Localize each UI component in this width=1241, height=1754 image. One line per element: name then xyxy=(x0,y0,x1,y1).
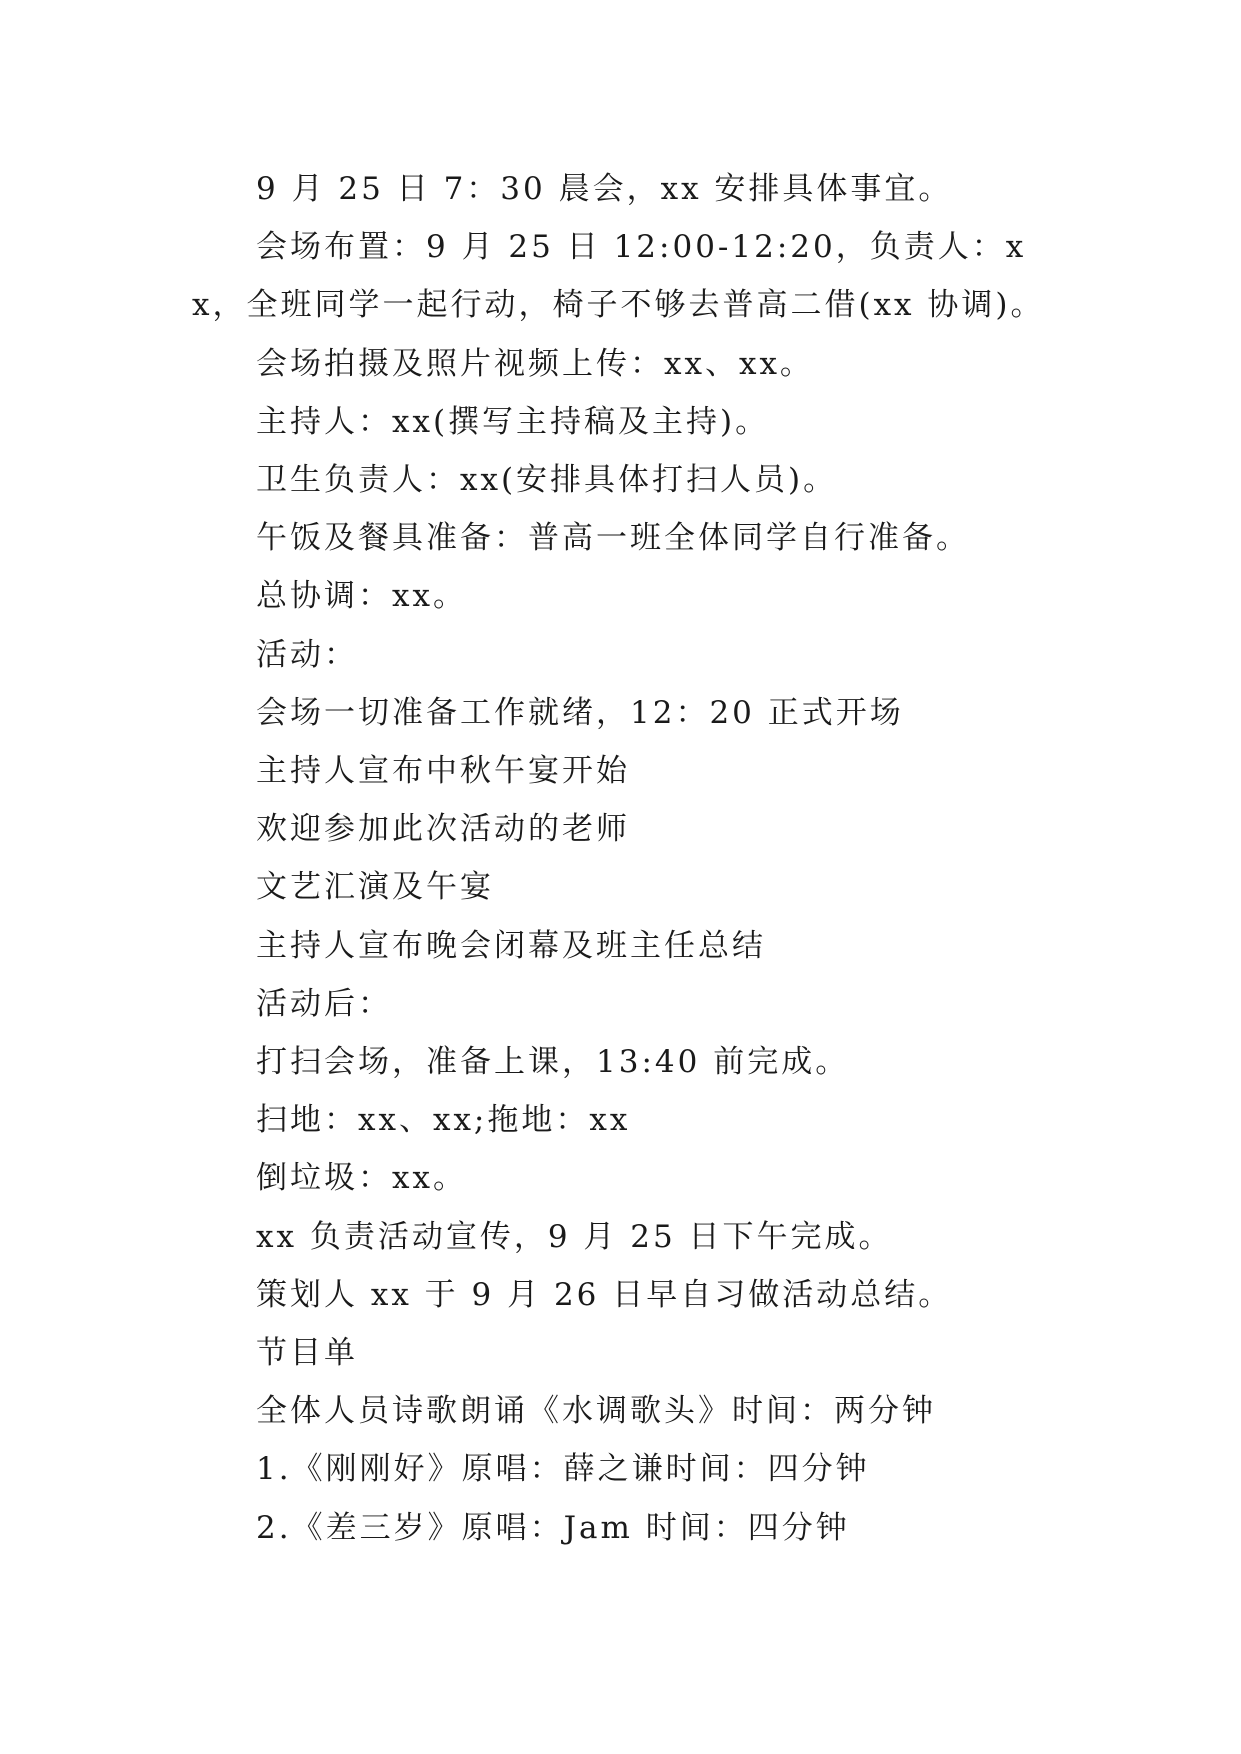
paragraph-summary: 策划人 xx 于 9 月 26 日早自习做活动总结。 xyxy=(256,1276,953,1313)
section-heading-activity: 活动： xyxy=(256,636,358,673)
paragraph-performance: 文艺汇演及午宴 xyxy=(256,869,494,906)
paragraph-photography: 会场拍摄及照片视频上传：xx、xx。 xyxy=(256,345,814,382)
paragraph-host: 主持人：xx(撰写主持稿及主持)。 xyxy=(256,403,770,440)
program-item-poem: 全体人员诗歌朗诵《水调歌头》时间：两分钟 xyxy=(256,1393,936,1430)
paragraph-announce-start: 主持人宣布中秋午宴开始 xyxy=(256,753,630,790)
paragraph-coordinator: 总协调：xx。 xyxy=(256,578,467,615)
program-item-1: 1.《刚刚好》原唱：薛之谦时间：四分钟 xyxy=(256,1451,870,1488)
paragraph-closing: 主持人宣布晚会闭幕及班主任总结 xyxy=(256,927,766,964)
paragraph-hygiene: 卫生负责人：xx(安排具体打扫人员)。 xyxy=(256,462,838,499)
program-item-2: 2.《差三岁》原唱：Jam 时间：四分钟 xyxy=(256,1509,850,1546)
paragraph-morning-meeting: 9 月 25 日 7：30 晨会，xx 安排具体事宜。 xyxy=(256,171,953,207)
paragraph-trash: 倒垃圾：xx。 xyxy=(256,1160,467,1197)
paragraph-opening: 会场一切准备工作就绪，12：20 正式开场 xyxy=(256,694,904,731)
paragraph-venue-setup: 会场布置：9 月 25 日 12:00-12:20，负责人：xx，全班同学一起行动，椅子不够去普高二借(xx 协调)。 xyxy=(192,229,1045,324)
paragraph-cleanup: 打扫会场，准备上课，13:40 前完成。 xyxy=(256,1044,850,1081)
paragraph-sweeping: 扫地：xx、xx;拖地：xx xyxy=(256,1102,631,1139)
section-heading-program: 节目单 xyxy=(256,1335,358,1372)
paragraph-publicity: xx 负责活动宣传，9 月 25 日下午完成。 xyxy=(256,1218,893,1255)
document-body xyxy=(192,160,1062,1557)
paragraph-welcome: 欢迎参加此次活动的老师 xyxy=(256,811,630,848)
section-heading-after: 活动后： xyxy=(256,985,392,1022)
paragraph-lunch: 午饭及餐具准备：普高一班全体同学自行准备。 xyxy=(256,520,970,557)
